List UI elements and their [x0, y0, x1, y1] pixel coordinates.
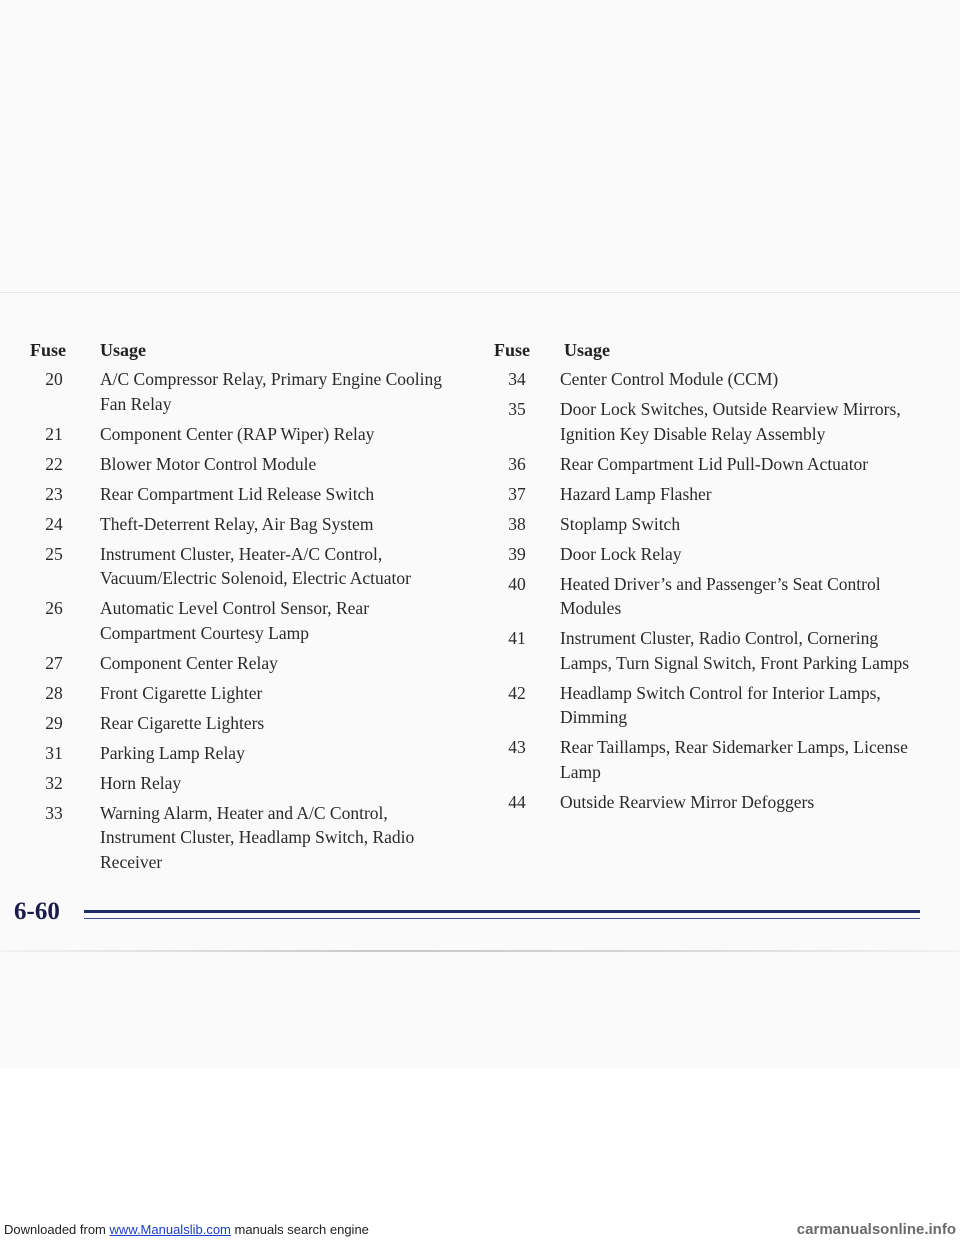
- fuse-number: 33: [45, 802, 63, 823]
- fuse-usage: Rear Taillamps, Rear Sidemarker Lamps, License Lamp: [560, 737, 908, 782]
- fuse-usage: Outside Rearview Mirror Defoggers: [560, 791, 815, 812]
- fuse-usage: Front Cigarette Lighter: [100, 682, 263, 703]
- fuse-usage: Heated Driver’s and Passenger’s Seat Control Modules: [560, 573, 881, 618]
- fuse-row: [30, 741, 450, 766]
- fuse-row: [30, 651, 450, 676]
- fuse-number: 39: [508, 543, 526, 564]
- page-footer: [14, 898, 914, 928]
- fuse-usage: Door Lock Relay: [560, 543, 682, 564]
- fuse-number: 43: [508, 737, 526, 757]
- fuse-usage: Blower Motor Control Module: [100, 453, 317, 474]
- fuse-number: 25: [45, 543, 63, 564]
- table-header: [494, 338, 934, 362]
- fuse-row: [30, 512, 450, 537]
- fuse-usage: Component Center Relay: [100, 652, 278, 673]
- fuse-number: 41: [508, 628, 526, 648]
- fuse-header: Fuse: [494, 340, 530, 360]
- page-number: 6-60: [14, 898, 60, 925]
- fuse-row: [30, 596, 450, 645]
- fuse-row: [494, 790, 934, 815]
- fuse-row: [30, 771, 450, 796]
- banner-prefix: Downloaded from: [4, 1222, 110, 1237]
- fuse-number: 37: [508, 483, 526, 504]
- fuse-number: 42: [508, 682, 526, 703]
- fuse-row: [494, 542, 934, 567]
- fuse-number: 24: [45, 513, 63, 534]
- fuse-number: 22: [45, 453, 63, 474]
- fuse-number: 40: [508, 573, 526, 594]
- fuse-number: 35: [508, 399, 526, 419]
- scan-shadow: [0, 950, 960, 952]
- banner-suffix: manuals search engine: [230, 1222, 369, 1237]
- fuse-number: 31: [45, 742, 63, 763]
- fuse-row: [30, 367, 450, 416]
- usage-header: Usage: [100, 340, 146, 360]
- fuse-row: [30, 452, 450, 477]
- fuse-usage: Rear Cigarette Lighters: [100, 712, 265, 733]
- fuse-usage: Headlamp Switch Control for Interior Lamps, Dimming: [560, 682, 881, 727]
- fuse-usage: Automatic Level Control Sensor, Rear Compartment Courtesy Lamp: [100, 598, 370, 643]
- fuse-row: [494, 512, 934, 537]
- fuse-usage: Parking Lamp Relay: [100, 742, 245, 763]
- fuse-row: [494, 735, 934, 784]
- fuse-number: 29: [45, 712, 63, 733]
- fuse-row: [30, 711, 450, 736]
- fuse-header: Fuse: [30, 340, 66, 360]
- fuse-table-left: [30, 338, 450, 880]
- watermark: carmanualsonline.info: [796, 1221, 956, 1238]
- fuse-usage: Hazard Lamp Flasher: [560, 483, 712, 504]
- fuse-row: [30, 542, 450, 591]
- fuse-number: 34: [508, 369, 526, 389]
- fuse-usage: Door Lock Switches, Outside Rearview Mirrors, Ignition Key Disable Relay Assembly: [560, 399, 901, 444]
- fuse-number: 38: [508, 513, 526, 534]
- fuse-usage: Component Center (RAP Wiper) Relay: [100, 423, 375, 444]
- table-header: [30, 338, 450, 362]
- fuse-number: 20: [45, 369, 63, 389]
- usage-header: Usage: [564, 340, 610, 360]
- footer-rule-thin: [84, 918, 920, 919]
- banner-text: [4, 1218, 369, 1242]
- footer-rule: [84, 910, 920, 913]
- fuse-usage: Warning Alarm, Heater and A/C Control, Instrument Cluster, Headlamp Switch, Radio Receiver: [100, 802, 415, 872]
- fuse-usage: Instrument Cluster, Radio Control, Cornering Lamps, Turn Signal Switch, Front Parking Lamps: [560, 628, 910, 673]
- download-banner: [0, 1218, 960, 1242]
- manualslib-link[interactable]: www.Manualslib.com: [109, 1222, 231, 1237]
- fuse-usage: Instrument Cluster, Heater-A/C Control, Vacuum/Electric Solenoid, Electric Actuator: [100, 543, 412, 588]
- fuse-number: 28: [45, 682, 63, 703]
- fuse-row: [494, 452, 934, 477]
- fuse-number: 23: [45, 483, 63, 504]
- fuse-usage: Center Control Module (CCM): [560, 369, 779, 389]
- fuse-row: [30, 801, 450, 875]
- fuse-row: [494, 626, 934, 675]
- fuse-row: [494, 367, 934, 392]
- fuse-number: 27: [45, 652, 63, 673]
- fuse-usage: Stoplamp Switch: [560, 513, 681, 534]
- fuse-row: [494, 681, 934, 730]
- fuse-number: 21: [45, 423, 63, 444]
- fuse-row: [494, 397, 934, 446]
- fuse-number: 26: [45, 598, 63, 618]
- fuse-row: [30, 681, 450, 706]
- fuse-row: [494, 482, 934, 507]
- fuse-usage: Rear Compartment Lid Pull-Down Actuator: [560, 453, 869, 474]
- fuse-row: [30, 482, 450, 507]
- fuse-number: 36: [508, 453, 526, 474]
- fuse-number: 44: [508, 791, 526, 812]
- fuse-number: 32: [45, 772, 63, 793]
- fuse-row: [30, 422, 450, 447]
- fuse-table-right: [494, 338, 934, 820]
- scan-edge: [0, 292, 960, 293]
- fuse-usage: Horn Relay: [100, 772, 182, 793]
- fuse-row: [494, 572, 934, 621]
- fuse-usage: Rear Compartment Lid Release Switch: [100, 483, 375, 504]
- fuse-usage: A/C Compressor Relay, Primary Engine Cooling Fan Relay: [100, 369, 443, 414]
- fuse-usage: Theft-Deterrent Relay, Air Bag System: [100, 513, 374, 534]
